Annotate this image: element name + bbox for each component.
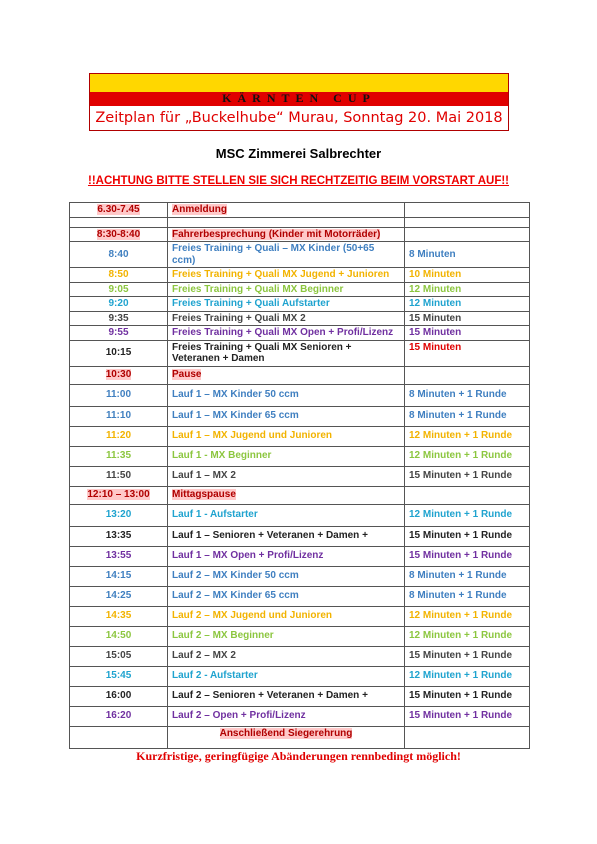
table-row — [70, 726, 530, 748]
cup-banner — [89, 73, 509, 131]
time-text: 12:10 – 13:00 — [87, 489, 150, 501]
duration-cell: 15 Minuten + 1 Runde — [405, 706, 530, 726]
event-cell: Lauf 2 – MX Beginner — [168, 626, 405, 646]
duration-cell — [405, 366, 530, 384]
event-cell: Lauf 1 – Senioren + Veteranen + Damen + — [168, 526, 405, 546]
time-text: 6.30-7.45 — [97, 204, 140, 215]
duration-cell: 8 Minuten + 1 Runde — [405, 406, 530, 426]
table-row — [70, 706, 530, 726]
event-text: Mittagspause — [172, 489, 236, 501]
table-row — [70, 666, 530, 686]
table-row — [70, 426, 530, 446]
event-cell — [168, 486, 405, 504]
time-cell: 9:20 — [70, 297, 168, 312]
event-cell: Lauf 2 – MX 2 — [168, 646, 405, 666]
event-cell: Lauf 2 – MX Jugend und Junioren — [168, 606, 405, 626]
table-row — [70, 546, 530, 566]
time-cell: 11:20 — [70, 426, 168, 446]
club-name: MSC Zimmerei Salbrechter — [215, 146, 382, 161]
event-cell: Lauf 2 - Aufstarter — [168, 666, 405, 686]
event-cell — [168, 227, 405, 242]
event-cell: Lauf 2 – Open + Profi/Lizenz — [168, 706, 405, 726]
schedule-title: Zeitplan für „Buckelhube“ Murau, Sonntag 20. Mai 2018 — [95, 110, 503, 126]
time-cell: 11:10 — [70, 406, 168, 426]
duration-cell: 15 Minuten + 1 Runde — [405, 546, 530, 566]
event-cell: Lauf 1 – MX Open + Profi/Lizenz — [168, 546, 405, 566]
table-row — [70, 566, 530, 586]
event-cell: Freies Training + Quali MX Senioren + Veteranen + Damen — [168, 340, 405, 366]
duration-cell: 15 Minuten — [405, 340, 530, 366]
time-cell: 11:35 — [70, 446, 168, 466]
table-row — [70, 227, 530, 242]
duration-cell: 12 Minuten + 1 Runde — [405, 606, 530, 626]
duration-cell: 10 Minuten — [405, 268, 530, 283]
banner-yellow-band — [90, 74, 508, 92]
table-row — [70, 526, 530, 546]
event-text: Fahrerbesprechung (Kinder mit Motorräder) — [172, 228, 381, 240]
duration-cell: 15 Minuten — [405, 326, 530, 341]
table-row — [70, 326, 530, 341]
event-text: Anmeldung — [172, 204, 227, 215]
event-cell: Freies Training + Quali Aufstarter — [168, 297, 405, 312]
event-cell: Lauf 1 - MX Beginner — [168, 446, 405, 466]
event-cell: Lauf 1 – MX 2 — [168, 466, 405, 486]
table-row — [70, 466, 530, 486]
time-cell — [70, 217, 168, 227]
table-row — [70, 268, 530, 283]
table-row — [70, 406, 530, 426]
event-cell: Lauf 1 – MX Jugend und Junioren — [168, 426, 405, 446]
table-row — [70, 297, 530, 312]
duration-cell: 15 Minuten + 1 Runde — [405, 686, 530, 706]
table-row — [70, 626, 530, 646]
time-cell: 13:55 — [70, 546, 168, 566]
event-cell — [168, 217, 405, 227]
time-cell: 13:20 — [70, 504, 168, 526]
footer-note: Kurzfristige, geringfügige Abänderungen rennbedingt möglich! — [136, 749, 461, 763]
duration-cell: 15 Minuten + 1 Runde — [405, 646, 530, 666]
cup-title: KÄRNTEN CUP — [222, 91, 376, 105]
duration-cell: 15 Minuten — [405, 311, 530, 326]
event-cell: Freies Training + Quali MX Open + Profi/Lizenz — [168, 326, 405, 341]
time-text: 10:30 — [105, 369, 132, 381]
time-cell: 9:05 — [70, 282, 168, 297]
table-row — [70, 311, 530, 326]
duration-cell: 12 Minuten + 1 Runde — [405, 626, 530, 646]
duration-cell: 8 Minuten — [405, 242, 530, 268]
time-cell: 11:50 — [70, 466, 168, 486]
duration-cell — [405, 217, 530, 227]
table-row — [70, 504, 530, 526]
time-cell: 11:00 — [70, 384, 168, 406]
table-row — [70, 646, 530, 666]
award-ceremony-text: Anschließend Siegerehrung — [219, 727, 353, 739]
table-row — [70, 686, 530, 706]
table-row — [70, 384, 530, 406]
event-cell — [168, 726, 405, 748]
table-row — [70, 486, 530, 504]
event-cell — [168, 203, 405, 218]
duration-cell — [405, 726, 530, 748]
table-row — [70, 340, 530, 366]
table-row — [70, 446, 530, 466]
event-cell: Freies Training + Quali MX Beginner — [168, 282, 405, 297]
duration-cell — [405, 486, 530, 504]
duration-cell: 12 Minuten + 1 Runde — [405, 504, 530, 526]
time-cell: 14:25 — [70, 586, 168, 606]
time-cell — [70, 726, 168, 748]
duration-cell: 12 Minuten — [405, 297, 530, 312]
time-cell — [70, 366, 168, 384]
time-cell — [70, 227, 168, 242]
duration-cell — [405, 227, 530, 242]
duration-cell: 15 Minuten + 1 Runde — [405, 466, 530, 486]
table-row — [70, 586, 530, 606]
table-row — [70, 366, 530, 384]
duration-cell: 15 Minuten + 1 Runde — [405, 526, 530, 546]
time-cell: 14:35 — [70, 606, 168, 626]
duration-cell: 12 Minuten + 1 Runde — [405, 666, 530, 686]
table-row — [70, 242, 530, 268]
event-cell: Lauf 1 - Aufstarter — [168, 504, 405, 526]
table-row — [70, 203, 530, 218]
time-cell: 10:15 — [70, 340, 168, 366]
duration-cell: 8 Minuten + 1 Runde — [405, 384, 530, 406]
time-cell: 15:05 — [70, 646, 168, 666]
event-cell: Lauf 2 – Senioren + Veteranen + Damen + — [168, 686, 405, 706]
duration-cell: 12 Minuten + 1 Runde — [405, 426, 530, 446]
time-cell — [70, 203, 168, 218]
event-cell: Lauf 1 – MX Kinder 50 ccm — [168, 384, 405, 406]
time-cell: 15:45 — [70, 666, 168, 686]
duration-cell: 12 Minuten — [405, 282, 530, 297]
duration-cell — [405, 203, 530, 218]
warning-notice: !!ACHTUNG BITTE STELLEN SIE SICH RECHTZEITIG BEIM VORSTART AUF!! — [87, 175, 509, 187]
event-cell: Freies Training + Quali – MX Kinder (50+65 ccm) — [168, 242, 405, 268]
event-text: Pause — [172, 369, 202, 381]
time-cell: 14:50 — [70, 626, 168, 646]
table-row — [70, 282, 530, 297]
time-cell: 16:00 — [70, 686, 168, 706]
time-cell: 8:40 — [70, 242, 168, 268]
duration-cell: 8 Minuten + 1 Runde — [405, 566, 530, 586]
event-cell: Freies Training + Quali MX Jugend + Junioren — [168, 268, 405, 283]
event-cell: Freies Training + Quali MX 2 — [168, 311, 405, 326]
event-cell — [168, 366, 405, 384]
table-row — [70, 217, 530, 227]
time-cell: 14:15 — [70, 566, 168, 586]
event-cell: Lauf 1 – MX Kinder 65 ccm — [168, 406, 405, 426]
table-row — [70, 606, 530, 626]
schedule-table — [69, 202, 530, 749]
event-cell: Lauf 2 – MX Kinder 65 ccm — [168, 586, 405, 606]
event-cell: Lauf 2 – MX Kinder 50 ccm — [168, 566, 405, 586]
time-cell — [70, 486, 168, 504]
time-cell: 13:35 — [70, 526, 168, 546]
time-cell: 16:20 — [70, 706, 168, 726]
duration-cell: 8 Minuten + 1 Runde — [405, 586, 530, 606]
time-cell: 9:35 — [70, 311, 168, 326]
time-cell: 9:55 — [70, 326, 168, 341]
time-cell: 8:50 — [70, 268, 168, 283]
time-text: 8:30-8:40 — [96, 228, 141, 240]
duration-cell: 12 Minuten + 1 Runde — [405, 446, 530, 466]
